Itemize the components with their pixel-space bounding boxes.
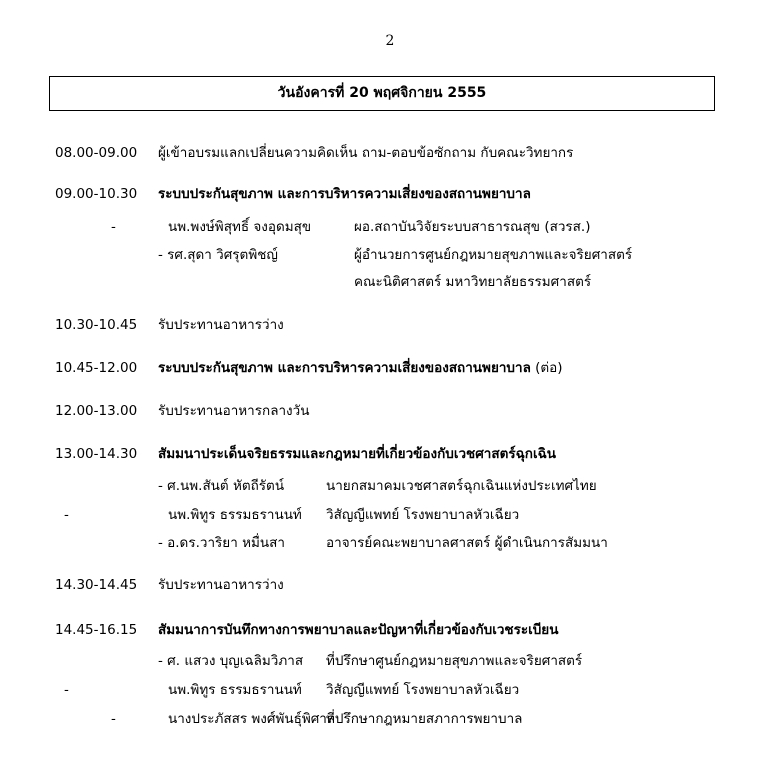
speaker-role: ผอ.สถาบันวิจัยระบบสาธารณสุข (สวรส.): [354, 219, 591, 235]
speaker-name: นพ.พิทูร ธรรมธรานนท์: [168, 682, 302, 698]
speaker-name: - ศ. แสวง บุญเฉลิมวิภาส: [158, 653, 304, 669]
speaker-role: ที่ปรึกษากฎหมายสภาการพยาบาล: [326, 711, 523, 727]
session-title: ระบบประกันสุขภาพ และการบริหารความเสี่ยงของสถานพยาบาล: [158, 360, 531, 376]
session-title: รับประทานอาหารกลางวัน: [158, 403, 310, 419]
session-title: รับประทานอาหารว่าง: [158, 577, 284, 593]
session-title: รับประทานอาหารว่าง: [158, 317, 284, 333]
speaker-dash: -: [111, 711, 116, 727]
session-time: 13.00-14.30: [55, 446, 138, 462]
session-title: ระบบประกันสุขภาพ และการบริหารความเสี่ยงของสถานพยาบาล: [158, 186, 531, 202]
session-title: สัมมนาประเด็นจริยธรรมและกฎหมายที่เกี่ยวข้องกับเวชศาสตร์ฉุกเฉิน: [158, 446, 557, 462]
session-suffix: (ต่อ): [530, 360, 563, 376]
session-time: 10.45-12.00: [55, 360, 138, 376]
session-time: 10.30-10.45: [55, 317, 138, 333]
speaker-role: อาจารย์คณะพยาบาลศาสตร์ ผู้ดำเนินการสัมมนา: [326, 535, 608, 551]
speaker-role-line2: คณะนิติศาสตร์ มหาวิทยาลัยธรรมศาสตร์: [354, 274, 592, 290]
speaker-role: ที่ปรึกษาศูนย์กฎหมายสุขภาพและจริยศาสตร์: [326, 653, 583, 669]
session-time: 14.30-14.45: [55, 577, 138, 593]
speaker-name: - อ.ดร.วาริยา หมื่นสา: [158, 535, 285, 551]
speaker-dash: -: [64, 682, 69, 698]
speaker-name: - ศ.นพ.สันต์ หัตถีรัตน์: [158, 478, 285, 494]
date-header: วันอังคารที่ 20 พฤศจิกายน 2555: [49, 76, 715, 111]
speaker-name: นางประภัสสร พงศ์พันธุ์พิศาล: [168, 711, 336, 727]
session-title: สัมมนาการบันทึกทางการพยาบาลและปัญหาที่เกี่ยวข้องกับเวชระเบียน: [158, 622, 559, 638]
speaker-role: ผู้อำนวยการศูนย์กฎหมายสุขภาพและจริยศาสตร์: [354, 247, 633, 263]
session-time: 12.00-13.00: [55, 403, 138, 419]
session-time: 08.00-09.00: [55, 145, 138, 161]
speaker-dash: -: [64, 507, 69, 523]
speaker-role: วิสัญญีแพทย์ โรงพยาบาลหัวเฉียว: [326, 507, 520, 523]
speaker-role: นายกสมาคมเวชศาสตร์ฉุกเฉินแห่งประเทศไทย: [326, 478, 597, 494]
speaker-dash: -: [111, 219, 116, 235]
session-time: 14.45-16.15: [55, 622, 138, 638]
session-title: ผู้เข้าอบรมแลกเปลี่ยนความคิดเห็น ถาม-ตอบข้อซักถาม กับคณะวิทยากร: [158, 145, 574, 161]
speaker-name: - รศ.สุดา วิศรุตพิชญ์: [158, 247, 278, 263]
session-title-wrap: [158, 358, 563, 378]
page-number: 2: [385, 33, 395, 49]
speaker-name: นพ.พิทูร ธรรมธรานนท์: [168, 507, 302, 523]
speaker-name: นพ.พงษ์พิสุทธิ์ จงอุดมสุข: [168, 219, 312, 235]
session-time: 09.00-10.30: [55, 186, 138, 202]
speaker-role: วิสัญญีแพทย์ โรงพยาบาลหัวเฉียว: [326, 682, 520, 698]
